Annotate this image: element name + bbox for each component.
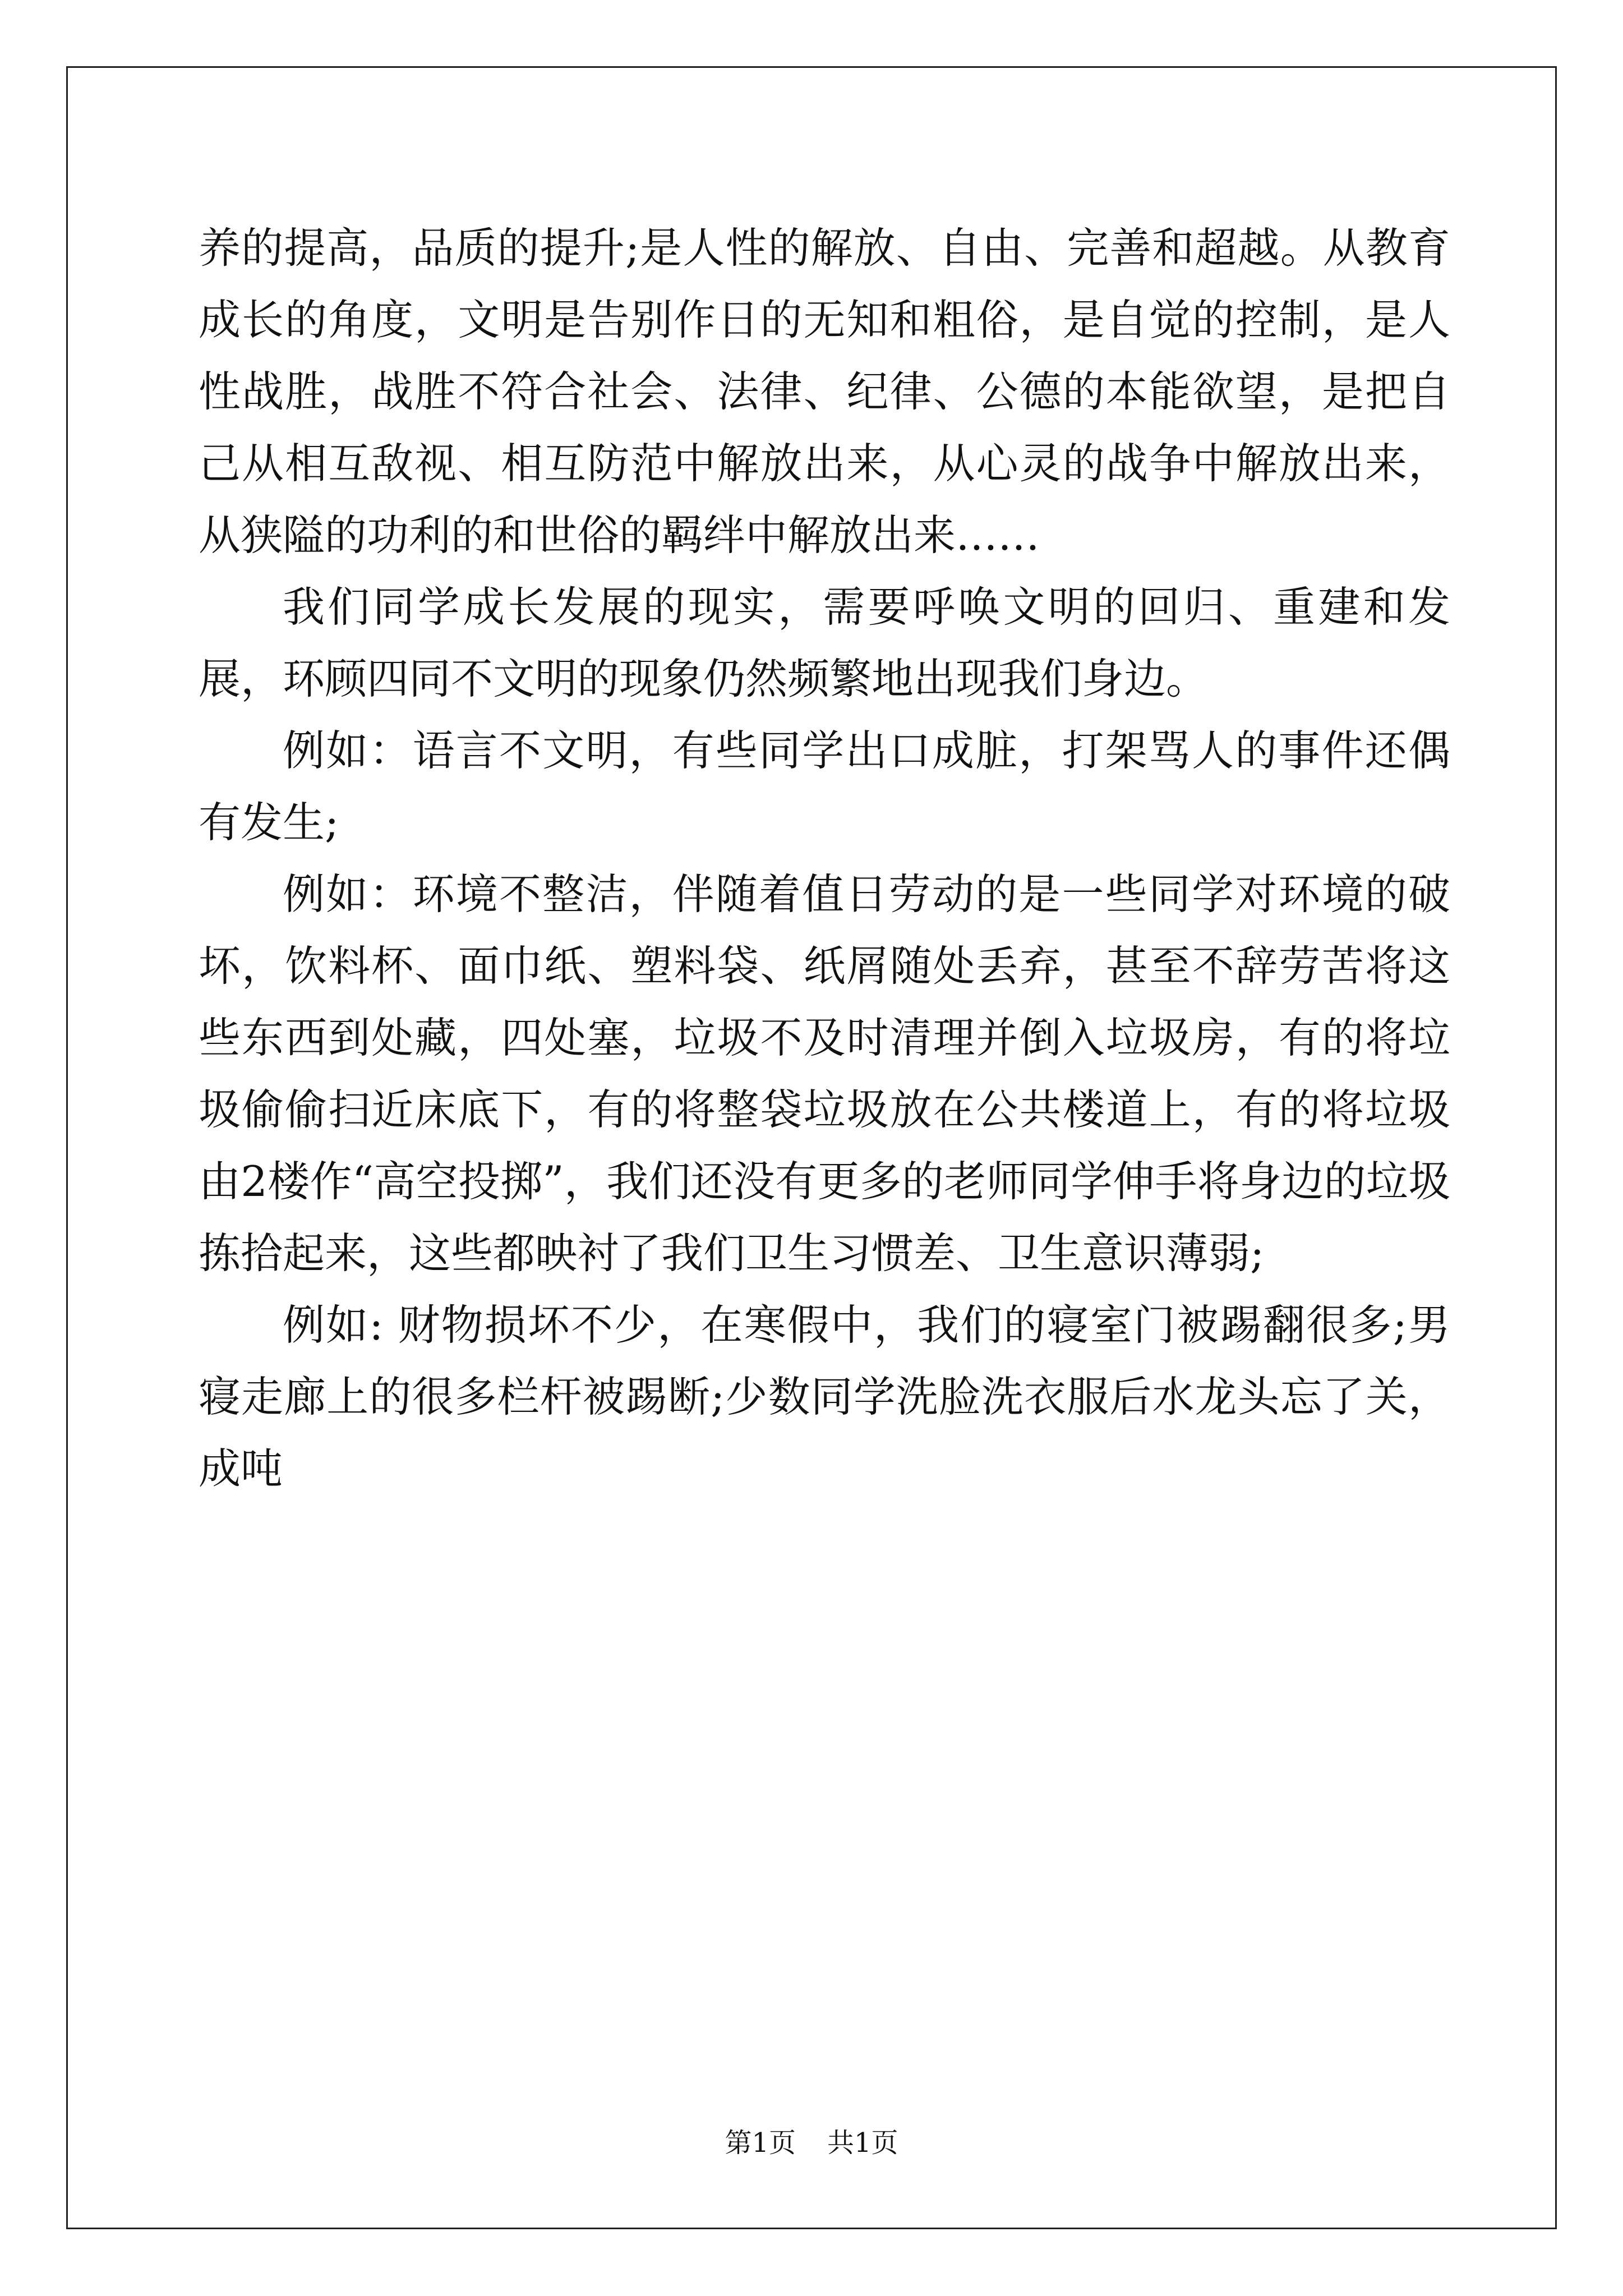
- document-body: [199, 212, 1450, 1504]
- paragraph-4: 例如：环境不整洁，伴随着值日劳动的是一些同学对环境的破坏，饮料杯、面巾纸、塑料袋、纸屑随处丢弃，甚至不辞劳苦将这些东西到处藏，四处塞，垃圾不及时清理并倒入垃圾房，有的将垃圾偷偷扫近床底下，有的将整袋垃圾放在公共楼道上，有的将垃圾由2楼作“高空投掷”，我们还没有更多的老师同学伸手将身边的垃圾拣拾起来，这些都映衬了我们卫生习惯差、卫生意识薄弱;: [199, 869, 1450, 1278]
- page-total: 共1页: [827, 2127, 898, 2159]
- paragraph-2: 我们同学成长发展的现实，需要呼唤文明的回归、重建和发展，环顾四同不文明的现象仍然频繁地出现我们身边。: [199, 582, 1450, 703]
- page-footer: [0, 2126, 1623, 2160]
- page-number: 第1页: [725, 2127, 796, 2159]
- paragraph-3: 例如：语言不文明，有些同学出口成脏，打架骂人的事件还偶有发生;: [199, 726, 1450, 847]
- paragraph-1: 养的提高，品质的提升;是人性的解放、自由、完善和超越。从教育成长的角度，文明是告别作日的无知和粗俗，是自觉的控制，是人性战胜，战胜不符合社会、法律、纪律、公德的本能欲望，是把自己从相互敌视、相互防范中解放出来，从心灵的战争中解放出来，从狭隘的功利的和世俗的羁绊中解放出来……: [199, 223, 1450, 560]
- paragraph-5: 例如: 财物损坏不少，在寒假中，我们的寝室门被踢翻很多;男寝走廊上的很多栏杆被踢断;少数同学洗脸洗衣服后水龙头忘了关，成吨: [199, 1300, 1450, 1493]
